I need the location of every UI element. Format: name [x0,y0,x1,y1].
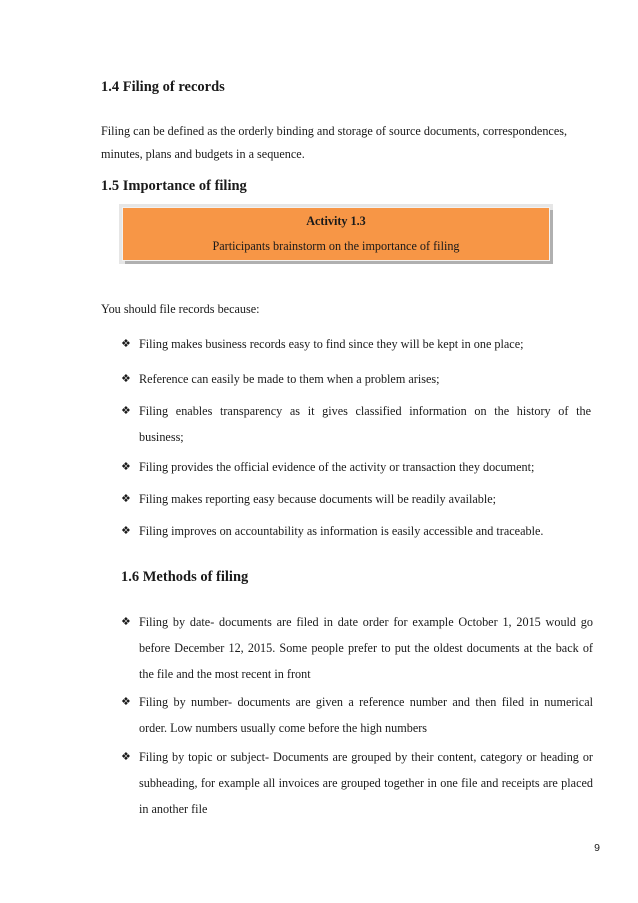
diamond-bullet-icon: ❖ [121,372,131,385]
filing-definition-line-1: Filing can be defined as the orderly binding and storage of source documents, correspondences, [101,124,568,138]
diamond-bullet-icon: ❖ [121,404,131,417]
diamond-bullet-icon: ❖ [121,695,131,708]
list-item: ❖ Filing by date- documents are filed in date order for example October 1, 2015 would go before December 12, 2015. Some people prefer to put the oldest documents at the back of the file and the most recent in front [121,609,593,687]
section-heading-methods-of-filing: 1.6 Methods of filing [121,569,249,585]
importance-intro: You should file records because: [101,302,260,316]
list-item: ❖ Filing enables transparency as it gives classified information on the history of the business; [121,398,591,450]
diamond-bullet-icon: ❖ [121,750,131,763]
diamond-bullet-icon: ❖ [121,524,131,537]
activity-box [122,207,550,261]
activity-title: Activity 1.3 [306,214,366,228]
list-item: ❖ Filing by topic or subject- Documents are grouped by their content, category or heading or subheading, for example all invoices are grouped together in one file and receipts are placed in another file [121,744,593,822]
diamond-bullet-icon: ❖ [121,460,131,473]
page-number: 9 [594,842,600,854]
diamond-bullet-icon: ❖ [121,492,131,505]
section-heading-importance-of-filing: 1.5 Importance of filing [101,178,247,194]
section-heading-filing-of-records: 1.4 Filing of records [101,79,225,95]
filing-definition-line-2: minutes, plans and budgets in a sequence. [101,147,305,161]
list-item: ❖ Filing by number- documents are given a reference number and then filed in numerical order. Low numbers usually come before the high numbers [121,689,593,741]
diamond-bullet-icon: ❖ [121,337,131,350]
activity-description: Participants brainstorm on the importance of filing [212,239,460,253]
diamond-bullet-icon: ❖ [121,615,131,628]
